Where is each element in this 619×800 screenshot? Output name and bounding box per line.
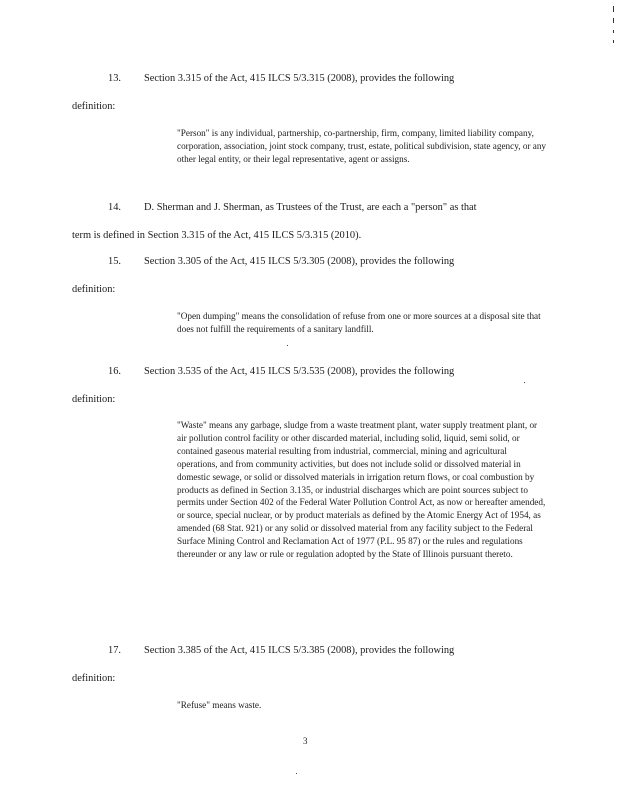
block-quote: "Open dumping" means the consolidation of refuse from one or more sources at a disposal site that does not fulfill the requirements of a sanitary landfill. [177, 311, 541, 334]
page-number: 3 [303, 736, 308, 746]
scan-mark [613, 40, 614, 43]
scan-speck [287, 345, 288, 346]
paragraph-text-line: definition: [72, 101, 116, 112]
paragraph-text-line: definition: [72, 394, 116, 405]
block-quote: "Waste" means any garbage, sludge from a waste treatment plant, water supply treatment plant, or air pollution control facility or other discarded material, including solid, liquid, semi solid, or contained gaseous material resulting from industrial, commercial, mining and agricultural operations, and from community activities, but does not include solid or dissolved material in domestic sewage, or solid or dissolved materials in irrigation return flows, or coal combustion by products as defined in Section 3.135, or industrial discharges which are point sources subject to permits under Section 402 of the Federal Water Pollution Control Act, as now or hereafter amended, or source, special nuclear, or by product materials as defined by the Atomic Energy Act of 1954, as amended (68 Stat. 921) or any solid or dissolved material from any facility subject to the Federal Surface Mining Control and Reclamation Act of 1977 (P.L. 95 87) or the rules and regulations thereunder or any law or rule or regulation adopted by the State of Illinois pursuant thereto. [177, 420, 546, 560]
paragraph-number: 14. [108, 202, 121, 213]
scan-speck [524, 382, 525, 383]
paragraph-number: 16. [108, 366, 121, 377]
paragraph-text-line: Section 3.535 of the Act, 415 ILCS 5/3.535 (2008), provides the following [144, 366, 455, 377]
paragraph-number: 13. [108, 73, 121, 84]
paragraph-number: 17. [108, 645, 121, 656]
paragraph-text-line: definition: [72, 673, 116, 684]
paragraph-text-line: Section 3.385 of the Act, 415 ILCS 5/3.385 (2008), provides the following [144, 645, 455, 656]
paragraph-text-line: Section 3.305 of the Act, 415 ILCS 5/3.305 (2008), provides the following [144, 256, 455, 267]
block-quote: "Refuse" means waste. [177, 700, 262, 710]
paragraph-number: 15. [108, 256, 121, 267]
paragraph-text-line: Section 3.315 of the Act, 415 ILCS 5/3.315 (2008), provides the following [144, 73, 455, 84]
scan-mark [613, 30, 614, 33]
paragraph-text-line: D. Sherman and J. Sherman, as Trustees of the Trust, are each a "person" as that [144, 202, 477, 213]
paragraph-text-line: definition: [72, 284, 116, 295]
scan-speck [296, 773, 297, 774]
paragraph-text-line: term is defined in Section 3.315 of the Act, 415 ILCS 5/3.315 (2010). [72, 230, 362, 241]
scan-mark [613, 18, 614, 23]
block-quote: "Person" is any individual, partnership, co-partnership, firm, company, limited liability company, corporation, association, joint stock company, trust, estate, political subdivision, state agency, or any other legal entity, or their legal representative, agent or assigns. [177, 128, 547, 164]
scan-mark [613, 6, 614, 12]
